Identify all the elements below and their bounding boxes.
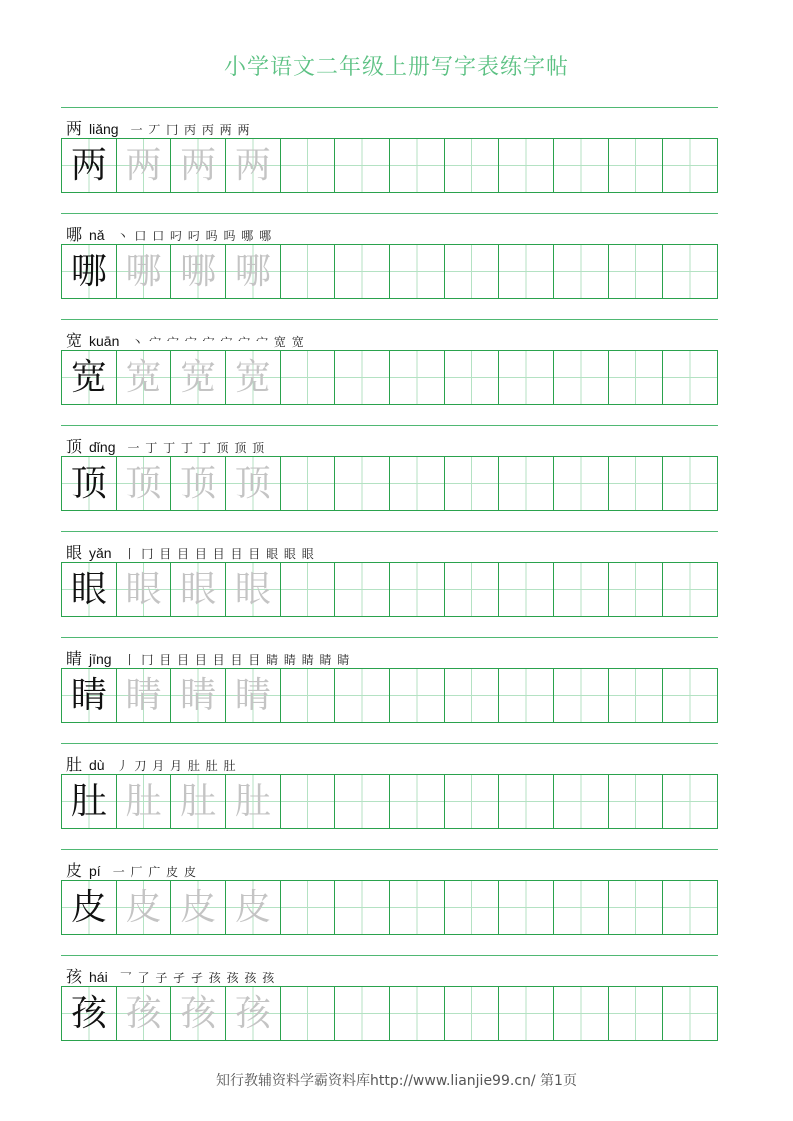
tianzige-grid <box>61 562 718 617</box>
model-cell <box>62 457 117 510</box>
trace-character: 孩 <box>125 992 162 1034</box>
label-character: 眼 <box>66 543 83 562</box>
row-label <box>66 116 251 136</box>
model-cell <box>62 563 117 616</box>
stroke-order: 丨 冂 目 目 目 目 目 目 睛 睛 睛 睛 睛 <box>123 653 351 667</box>
trace-character: 两 <box>125 144 162 186</box>
row-divider <box>61 531 718 532</box>
trace-character: 眼 <box>180 568 217 610</box>
writing-cell[interactable] <box>281 245 336 298</box>
practice-row <box>61 637 718 743</box>
writing-cell[interactable] <box>554 987 609 1040</box>
model-cell <box>62 351 117 404</box>
writing-cell[interactable] <box>445 457 500 510</box>
row-label <box>66 752 236 772</box>
writing-cell[interactable] <box>663 987 717 1040</box>
writing-cell[interactable] <box>390 139 445 192</box>
trace-character: 宽 <box>125 356 162 398</box>
model-character: 哪 <box>70 250 107 292</box>
stroke-order: 丿 刀 月 月 肚 肚 肚 <box>116 759 237 773</box>
writing-cell[interactable] <box>554 457 609 510</box>
writing-cell[interactable] <box>663 139 717 192</box>
trace-character: 肚 <box>180 780 217 822</box>
model-cell <box>62 669 117 722</box>
row-divider <box>61 849 718 850</box>
label-character: 哪 <box>66 225 83 244</box>
trace-cell <box>226 245 281 298</box>
writing-cell[interactable] <box>390 881 445 934</box>
label-character: 睛 <box>66 649 83 668</box>
writing-cell[interactable] <box>663 563 717 616</box>
writing-cell[interactable] <box>390 351 445 404</box>
trace-character: 睛 <box>125 674 162 716</box>
writing-cell[interactable] <box>609 351 664 404</box>
writing-cell[interactable] <box>609 669 664 722</box>
writing-cell[interactable] <box>499 987 554 1040</box>
trace-character: 宽 <box>180 356 217 398</box>
writing-cell[interactable] <box>390 669 445 722</box>
page-footer: 知行教辅资料学霸资料库http://www.lianjie99.cn/ 第1页 <box>216 1073 577 1089</box>
row-label <box>66 222 272 242</box>
stroke-order: 丶 宀 宀 宀 宀 宀 宀 宀 宽 宽 <box>131 335 305 349</box>
trace-cell <box>226 669 281 722</box>
trace-character: 顶 <box>125 462 162 504</box>
tianzige-grid <box>61 668 718 723</box>
trace-cell <box>171 139 226 192</box>
stroke-order: 一 丁 丁 丁 丁 顶 顶 顶 <box>127 441 266 455</box>
writing-cell[interactable] <box>335 987 390 1040</box>
row-divider <box>61 743 718 744</box>
model-character: 顶 <box>70 462 107 504</box>
trace-character: 哪 <box>180 250 217 292</box>
pinyin: kuān <box>89 333 120 349</box>
writing-cell[interactable] <box>499 775 554 828</box>
trace-cell <box>171 987 226 1040</box>
writing-cell[interactable] <box>281 563 336 616</box>
model-character: 睛 <box>70 674 107 716</box>
model-character: 眼 <box>70 568 107 610</box>
row-divider <box>61 107 718 108</box>
writing-cell[interactable] <box>554 881 609 934</box>
trace-cell <box>226 775 281 828</box>
trace-cell <box>226 351 281 404</box>
writing-cell[interactable] <box>554 775 609 828</box>
row-label <box>66 858 197 878</box>
writing-cell[interactable] <box>554 139 609 192</box>
writing-cell[interactable] <box>663 457 717 510</box>
writing-cell[interactable] <box>445 351 500 404</box>
row-divider <box>61 637 718 638</box>
writing-cell[interactable] <box>499 563 554 616</box>
writing-cell[interactable] <box>499 457 554 510</box>
trace-character: 肚 <box>125 780 162 822</box>
writing-cell[interactable] <box>663 881 717 934</box>
trace-character: 两 <box>234 144 271 186</box>
label-character: 宽 <box>66 331 83 350</box>
writing-cell[interactable] <box>499 351 554 404</box>
writing-cell[interactable] <box>335 563 390 616</box>
writing-cell[interactable] <box>499 881 554 934</box>
label-character: 两 <box>66 119 83 138</box>
writing-cell[interactable] <box>554 563 609 616</box>
practice-row <box>61 319 718 425</box>
trace-cell <box>171 669 226 722</box>
stroke-order: 一 厂 广 皮 皮 <box>112 865 197 879</box>
writing-cell[interactable] <box>554 669 609 722</box>
trace-cell <box>117 139 172 192</box>
trace-character: 睛 <box>234 674 271 716</box>
trace-cell <box>117 457 172 510</box>
practice-row <box>61 743 718 849</box>
trace-character: 睛 <box>180 674 217 716</box>
label-character: 顶 <box>66 437 83 456</box>
trace-cell <box>117 351 172 404</box>
tianzige-grid <box>61 986 718 1041</box>
writing-cell[interactable] <box>609 881 664 934</box>
writing-cell[interactable] <box>663 669 717 722</box>
trace-cell <box>171 351 226 404</box>
trace-cell <box>171 563 226 616</box>
practice-row <box>61 955 718 1061</box>
trace-character: 两 <box>180 144 217 186</box>
writing-cell[interactable] <box>390 987 445 1040</box>
writing-cell[interactable] <box>335 139 390 192</box>
trace-character: 眼 <box>234 568 271 610</box>
row-label <box>66 646 350 666</box>
row-divider <box>61 955 718 956</box>
row-divider <box>61 213 718 214</box>
trace-cell <box>171 457 226 510</box>
writing-cell[interactable] <box>281 669 336 722</box>
model-cell <box>62 775 117 828</box>
model-cell <box>62 139 117 192</box>
trace-cell <box>117 987 172 1040</box>
trace-cell <box>171 775 226 828</box>
model-character: 宽 <box>70 356 107 398</box>
trace-character: 皮 <box>234 886 271 928</box>
model-cell <box>62 881 117 934</box>
writing-cell[interactable] <box>663 351 717 404</box>
practice-row <box>61 425 718 531</box>
model-cell <box>62 987 117 1040</box>
trace-character: 哪 <box>234 250 271 292</box>
trace-cell <box>171 245 226 298</box>
trace-cell <box>117 881 172 934</box>
writing-cell[interactable] <box>390 245 445 298</box>
writing-cell[interactable] <box>554 245 609 298</box>
pinyin: liǎng <box>89 121 119 137</box>
writing-cell[interactable] <box>609 457 664 510</box>
model-character: 孩 <box>70 992 107 1034</box>
trace-character: 皮 <box>125 886 162 928</box>
tianzige-grid <box>61 880 718 935</box>
writing-cell[interactable] <box>609 563 664 616</box>
writing-cell[interactable] <box>335 775 390 828</box>
writing-cell[interactable] <box>281 351 336 404</box>
tianzige-grid <box>61 456 718 511</box>
writing-cell[interactable] <box>663 245 717 298</box>
trace-cell <box>226 987 281 1040</box>
writing-cell[interactable] <box>609 245 664 298</box>
stroke-order: 乛 了 子 孑 孑 孩 孩 孩 孩 <box>119 971 276 985</box>
stroke-order: 丶 口 口 叼 叼 吗 吗 哪 哪 <box>116 229 273 243</box>
practice-row <box>61 849 718 955</box>
writing-cell[interactable] <box>499 245 554 298</box>
pinyin: nǎ <box>89 227 105 243</box>
writing-cell[interactable] <box>609 775 664 828</box>
trace-cell <box>117 669 172 722</box>
trace-cell <box>117 245 172 298</box>
trace-character: 眼 <box>125 568 162 610</box>
label-character: 皮 <box>66 861 83 880</box>
trace-cell <box>171 881 226 934</box>
tianzige-grid <box>61 774 718 829</box>
writing-cell[interactable] <box>499 669 554 722</box>
writing-cell[interactable] <box>445 881 500 934</box>
writing-cell[interactable] <box>445 563 500 616</box>
pinyin: dǐng <box>89 439 116 455</box>
trace-cell <box>117 563 172 616</box>
writing-cell[interactable] <box>335 669 390 722</box>
writing-cell[interactable] <box>281 457 336 510</box>
writing-cell[interactable] <box>335 245 390 298</box>
trace-cell <box>226 457 281 510</box>
model-cell <box>62 245 117 298</box>
practice-row <box>61 107 718 213</box>
writing-cell[interactable] <box>445 775 500 828</box>
trace-character: 肚 <box>234 780 271 822</box>
pinyin: dù <box>89 757 105 773</box>
pinyin: pí <box>89 863 101 879</box>
model-character: 肚 <box>70 780 107 822</box>
stroke-order: 一 丆 冂 丙 丙 两 两 <box>130 123 251 137</box>
row-divider <box>61 425 718 426</box>
pinyin: hái <box>89 969 108 985</box>
row-label <box>66 540 315 560</box>
row-label <box>66 328 305 348</box>
row-divider <box>61 319 718 320</box>
tianzige-grid <box>61 138 718 193</box>
trace-character: 皮 <box>180 886 217 928</box>
stroke-order: 丨 冂 目 目 目 目 目 目 眼 眼 眼 <box>123 547 315 561</box>
page-title: 小学语文二年级上册写字表练字帖 <box>223 55 569 80</box>
writing-cell[interactable] <box>335 881 390 934</box>
writing-cell[interactable] <box>281 139 336 192</box>
writing-cell[interactable] <box>499 139 554 192</box>
trace-cell <box>226 139 281 192</box>
model-character: 两 <box>70 144 107 186</box>
trace-character: 孩 <box>180 992 217 1034</box>
trace-cell <box>226 563 281 616</box>
tianzige-grid <box>61 244 718 299</box>
trace-cell <box>226 881 281 934</box>
practice-row <box>61 531 718 637</box>
writing-cell[interactable] <box>609 139 664 192</box>
writing-cell[interactable] <box>335 351 390 404</box>
writing-cell[interactable] <box>281 775 336 828</box>
row-label <box>66 964 275 984</box>
tianzige-grid <box>61 350 718 405</box>
writing-cell[interactable] <box>554 351 609 404</box>
practice-row <box>61 213 718 319</box>
writing-cell[interactable] <box>390 563 445 616</box>
trace-character: 哪 <box>125 250 162 292</box>
label-character: 肚 <box>66 755 83 774</box>
trace-character: 顶 <box>180 462 217 504</box>
writing-cell[interactable] <box>281 881 336 934</box>
writing-cell[interactable] <box>445 245 500 298</box>
writing-cell[interactable] <box>445 987 500 1040</box>
writing-cell[interactable] <box>663 775 717 828</box>
writing-cell[interactable] <box>281 987 336 1040</box>
writing-cell[interactable] <box>445 139 500 192</box>
writing-cell[interactable] <box>390 775 445 828</box>
writing-cell[interactable] <box>445 669 500 722</box>
writing-cell[interactable] <box>335 457 390 510</box>
writing-cell[interactable] <box>390 457 445 510</box>
trace-cell <box>117 775 172 828</box>
label-character: 孩 <box>66 967 83 986</box>
writing-cell[interactable] <box>609 987 664 1040</box>
row-label <box>66 434 265 454</box>
trace-character: 顶 <box>234 462 271 504</box>
trace-character: 孩 <box>234 992 271 1034</box>
pinyin: yǎn <box>89 545 112 561</box>
model-character: 皮 <box>70 886 107 928</box>
pinyin: jīng <box>89 651 112 667</box>
trace-character: 宽 <box>234 356 271 398</box>
